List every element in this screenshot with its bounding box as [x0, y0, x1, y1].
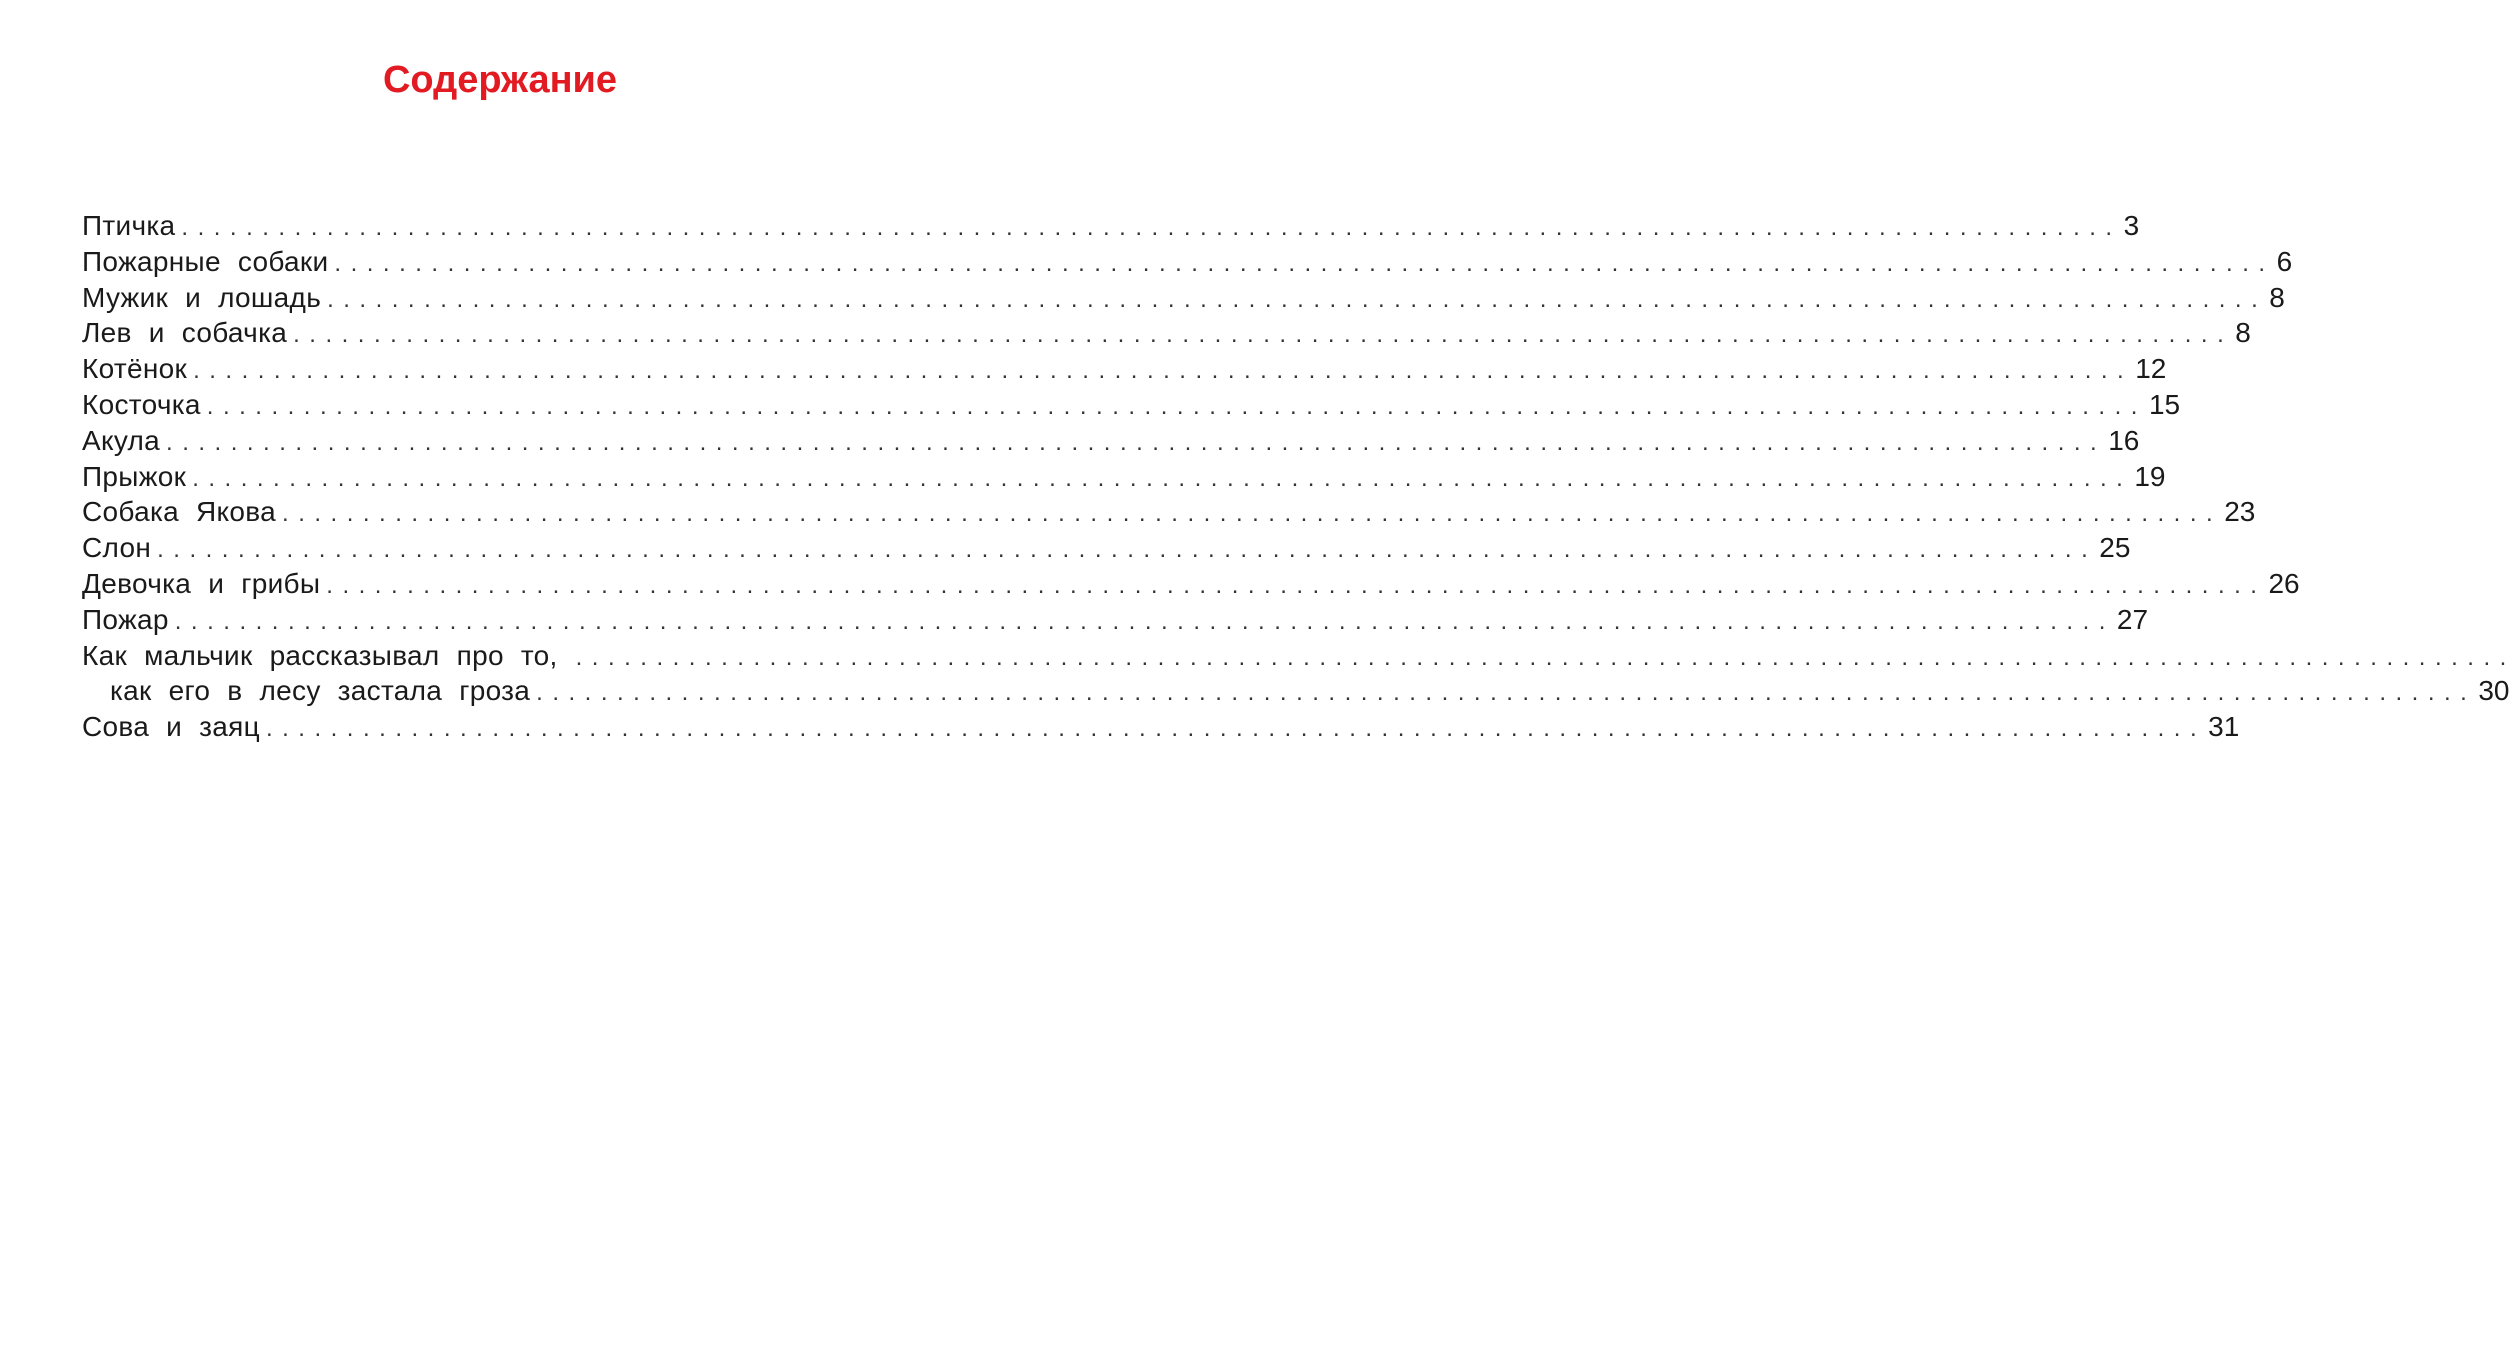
toc-entry-title: Котёнок: [82, 353, 188, 385]
toc-entry[interactable]: [82, 494, 2256, 530]
toc-entry-title: Лев и собачка: [82, 317, 288, 349]
toc-entry[interactable]: [82, 459, 2166, 495]
toc-entry-page: 8: [2235, 317, 2251, 349]
dot-leader: ........................................................................................................................: [536, 679, 2477, 707]
toc-entry-title: Косточка: [82, 388, 201, 420]
toc-entry[interactable]: [82, 208, 2140, 244]
toc-entry-page: 31: [2208, 711, 2240, 743]
toc-entry[interactable]: [82, 244, 2293, 280]
dot-leader: ........................................................................................................................: [265, 715, 2207, 743]
toc-entry-page: 25: [2099, 532, 2131, 564]
toc-entry-first-line[interactable]: [82, 638, 2516, 674]
toc-entry-page: 16: [2108, 424, 2140, 456]
toc-entry-page: 26: [2268, 567, 2300, 599]
dot-leader: ........................................................................................................................: [326, 571, 2267, 599]
dot-leader: ........................................................................................................................: [166, 428, 2107, 456]
toc-entry-title: Сова и заяц: [82, 711, 260, 743]
dot-leader: ........................................................................................................................: [192, 464, 2133, 492]
toc-entry-page: 12: [2135, 353, 2167, 385]
dot-leader: ........................................................................................................................: [174, 607, 2115, 635]
toc-entry-page: 6: [2276, 245, 2293, 277]
toc-entry-page: 15: [2148, 388, 2181, 420]
toc-entry-page: 3: [2123, 210, 2140, 241]
dot-leader: ........................................................................................................................: [181, 214, 2122, 241]
dot-leader: ........................................................................................................................: [282, 500, 2223, 528]
table-of-contents: [82, 208, 2516, 745]
toc-entry[interactable]: [82, 280, 2285, 316]
toc-entry[interactable]: [82, 423, 2140, 459]
toc-entry[interactable]: [82, 315, 2251, 351]
toc-entry-page: 30: [2478, 675, 2510, 707]
toc-entry-title: Мужик и лошадь: [82, 281, 322, 313]
dot-leader: ........................................................................................................................: [327, 285, 2268, 313]
toc-entry-page: 27: [2116, 603, 2149, 635]
toc-entry-title: Слон: [82, 532, 152, 564]
toc-entry-title: как его в лесу застала гроза: [110, 675, 531, 707]
dot-leader: ........................................................................................................................: [157, 536, 2098, 564]
dot-leader: ........................................................................................................................: [206, 392, 2147, 420]
dot-leader: ........................................................................................................................: [293, 321, 2234, 349]
toc-entry[interactable]: [82, 530, 2131, 566]
toc-entry-page: 23: [2224, 496, 2256, 528]
toc-entry-continuation[interactable]: [82, 673, 2510, 709]
toc-entry-title: Девочка и грибы: [82, 567, 321, 599]
dot-leader: ........................................................................................................................: [575, 643, 2516, 671]
page-title: Содержание: [382, 59, 618, 101]
toc-entry[interactable]: [82, 351, 2167, 387]
toc-entry-title: Акула: [82, 424, 161, 456]
dot-leader: ........................................................................................................................: [193, 357, 2134, 385]
toc-entry-title: Как мальчик рассказывал про то,: [82, 639, 558, 671]
toc-entry[interactable]: [82, 602, 2149, 638]
toc-entry[interactable]: [82, 387, 2181, 423]
toc-entry-title: Птичка: [82, 210, 176, 241]
toc-entry-title: Пожарные собаки: [82, 245, 329, 277]
toc-entry[interactable]: [82, 709, 2240, 745]
toc-entry-title: Пожар: [82, 603, 169, 635]
toc-entry-title: Прыжок: [82, 460, 187, 492]
toc-entry-title: Собака Якова: [82, 496, 277, 528]
toc-entry-page: 19: [2134, 460, 2166, 492]
toc-entry-page: 8: [2269, 281, 2285, 313]
toc-entry[interactable]: [82, 566, 2300, 602]
dot-leader: ........................................................................................................................: [334, 249, 2275, 277]
